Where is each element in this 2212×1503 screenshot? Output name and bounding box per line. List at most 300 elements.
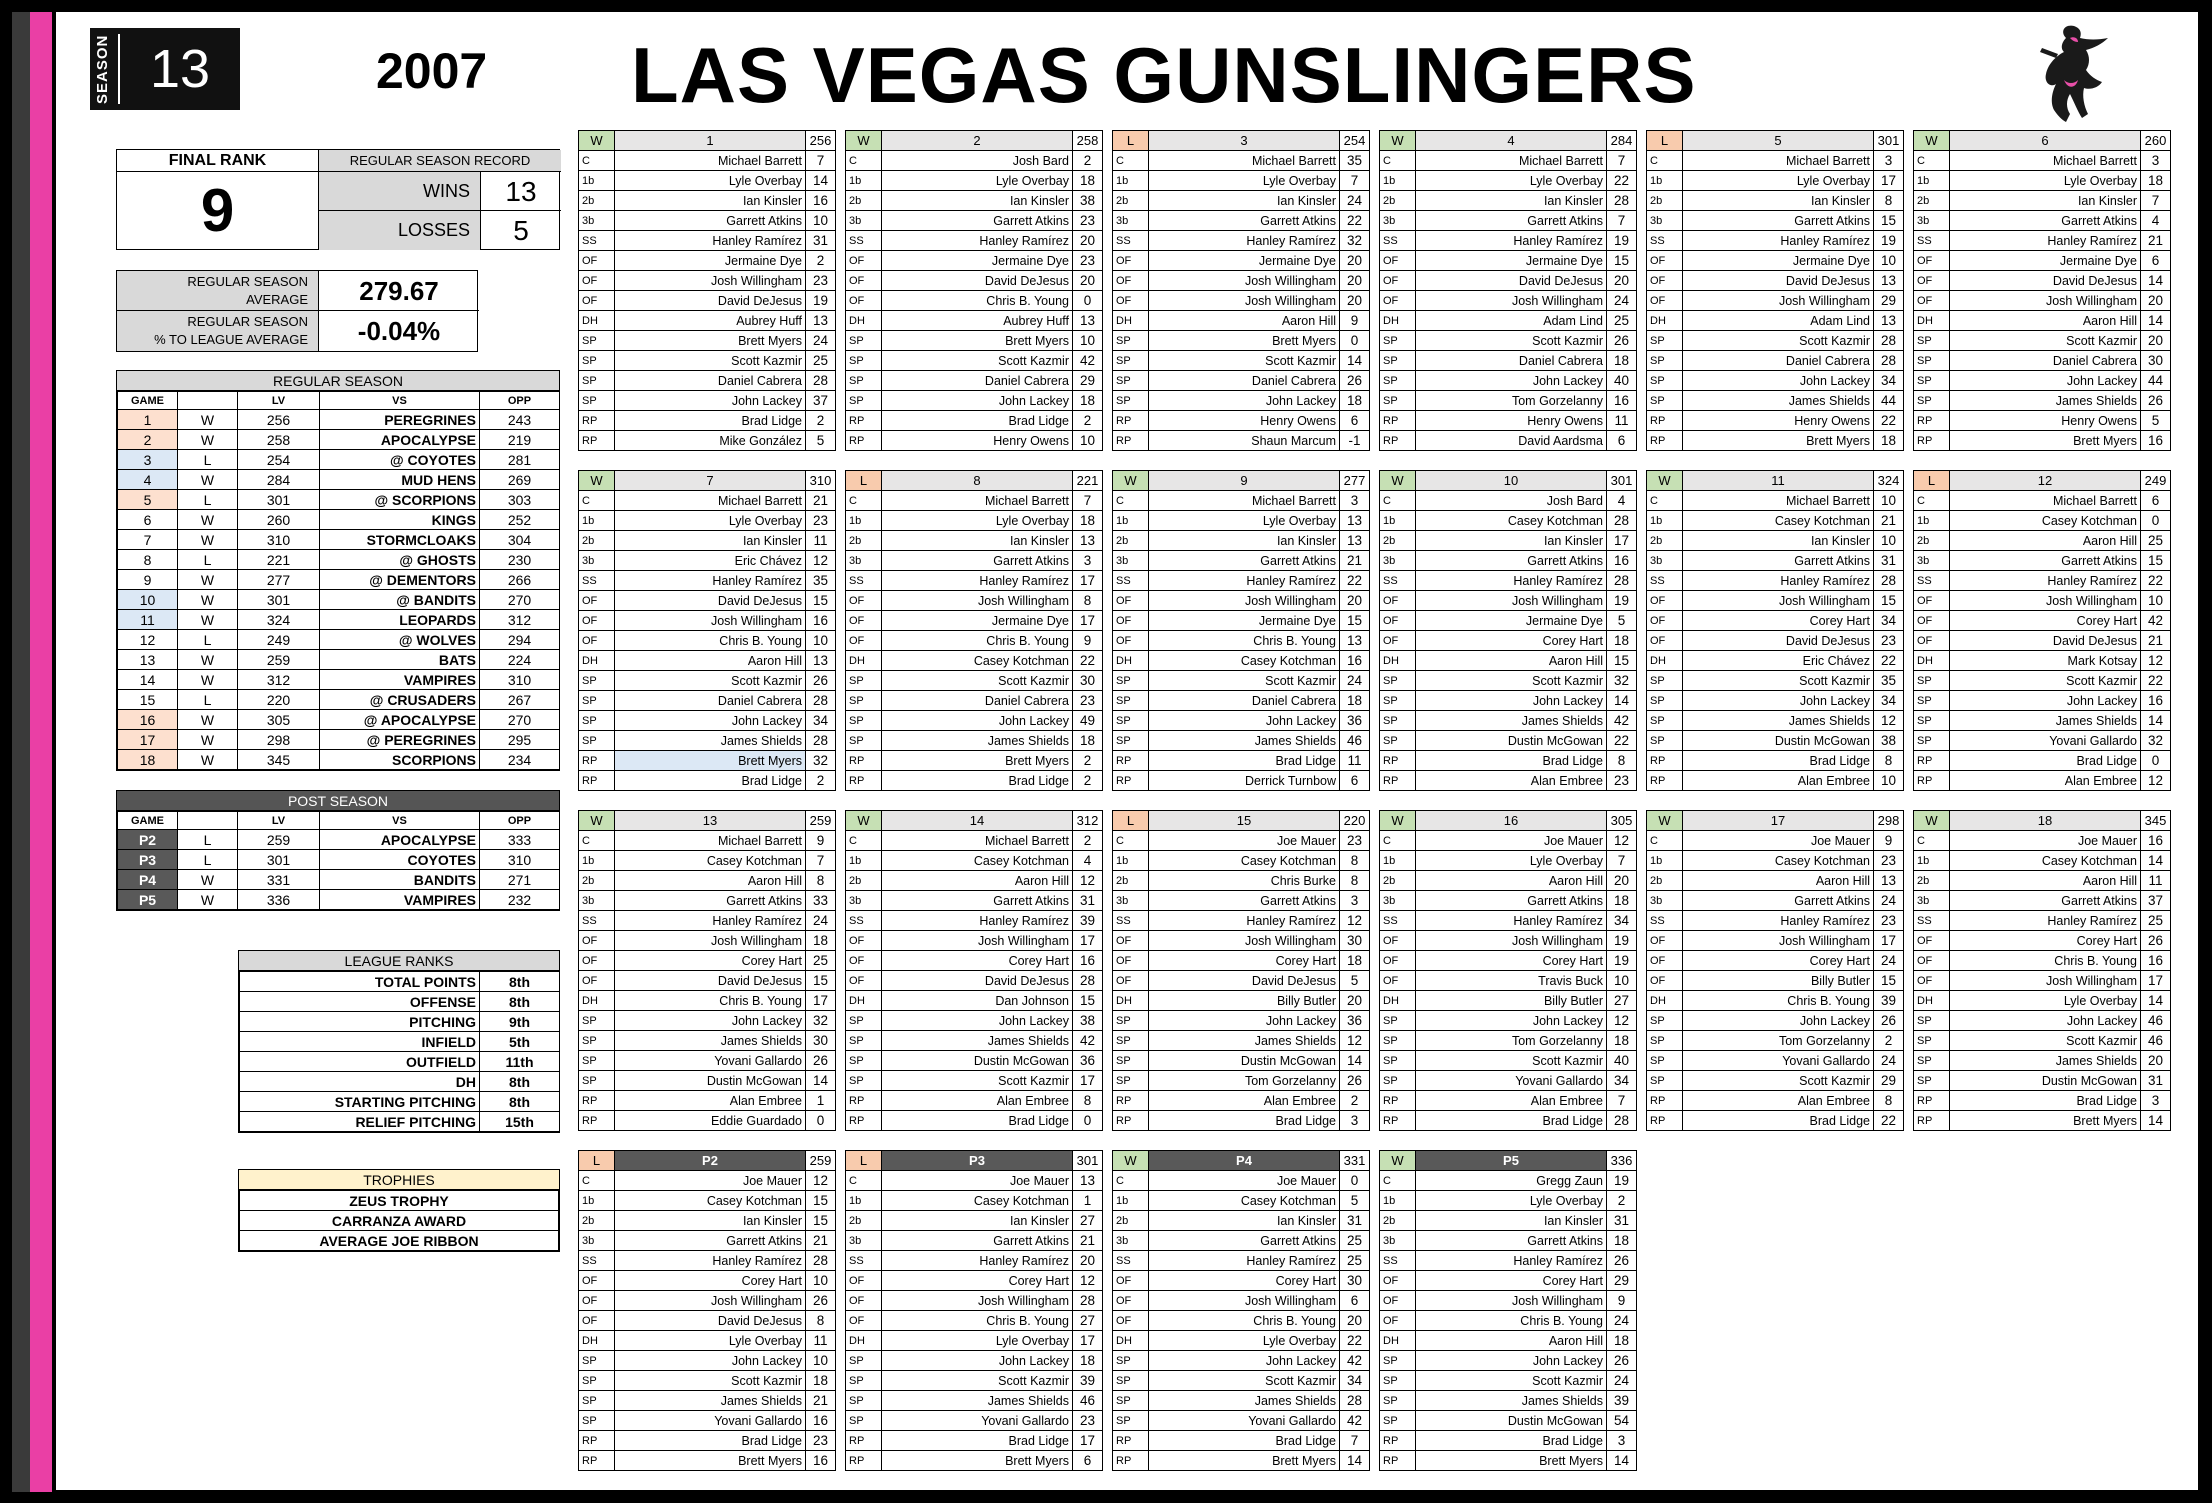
player-name: Josh Willingham	[1416, 1291, 1607, 1311]
game-total: 301	[1073, 1151, 1103, 1171]
player-row	[579, 1431, 836, 1451]
player-score: 13	[1874, 271, 1904, 291]
player-name: Hanley Ramírez	[1149, 911, 1340, 931]
player-name: David DeJesus	[1950, 631, 2141, 651]
player-score: 31	[1607, 1211, 1637, 1231]
position: SP	[1113, 731, 1149, 751]
player-row	[579, 1171, 836, 1191]
game-result: L	[178, 830, 238, 850]
player-row	[579, 191, 836, 211]
position: OF	[579, 251, 615, 271]
position: OF	[579, 591, 615, 611]
player-name: James Shields	[1950, 391, 2141, 411]
position: SP	[579, 1371, 615, 1391]
player-score: 15	[2141, 551, 2171, 571]
player-name: Josh Willingham	[1149, 591, 1340, 611]
position: C	[1113, 491, 1149, 511]
player-name: Lyle Overbay	[1950, 991, 2141, 1011]
player-name: Dustin McGowan	[615, 1071, 806, 1091]
position: C	[1113, 831, 1149, 851]
position: SP	[1113, 1351, 1149, 1371]
position: DH	[1914, 311, 1950, 331]
table-row	[118, 630, 560, 650]
player-row	[1380, 1031, 1637, 1051]
player-score: 18	[1607, 351, 1637, 371]
position: SP	[846, 351, 882, 371]
player-row	[579, 371, 836, 391]
game-result: W	[178, 590, 238, 610]
game-header	[1914, 811, 2171, 831]
opp-score: 270	[480, 710, 560, 730]
player-score: 9	[1073, 631, 1103, 651]
player-row	[579, 1211, 836, 1231]
player-score: 13	[1073, 311, 1103, 331]
position: SP	[846, 391, 882, 411]
player-row	[1113, 1071, 1370, 1091]
game-box	[1913, 810, 2171, 1131]
position: SP	[1380, 391, 1416, 411]
game-number: 14	[882, 811, 1073, 831]
player-score: 14	[2141, 271, 2171, 291]
header-cell: GAME	[118, 392, 178, 410]
player-name: John Lackey	[1149, 391, 1340, 411]
player-row	[579, 851, 836, 871]
player-score: 8	[1340, 851, 1370, 871]
game-total: 312	[1073, 811, 1103, 831]
lv-score: 305	[238, 710, 320, 730]
player-row	[846, 311, 1103, 331]
player-score: 10	[2141, 591, 2171, 611]
position: OF	[846, 931, 882, 951]
player-row	[579, 1031, 836, 1051]
game-total: 345	[2141, 811, 2171, 831]
pct-label-line2: % TO LEAGUE AVERAGE	[154, 332, 308, 347]
player-name: David Aardsma	[1416, 431, 1607, 451]
position: RP	[1380, 431, 1416, 451]
player-row	[846, 271, 1103, 291]
season-divider	[118, 34, 120, 104]
player-row	[1914, 971, 2171, 991]
game-box	[1913, 470, 2171, 791]
position: DH	[1380, 651, 1416, 671]
average-label	[117, 271, 319, 311]
game-table	[1913, 810, 2171, 1131]
player-score: 7	[1340, 1431, 1370, 1451]
player-name: David DeJesus	[1683, 631, 1874, 651]
player-row	[1380, 211, 1637, 231]
player-name: Jermaine Dye	[1683, 251, 1874, 271]
game-number: P2	[118, 830, 178, 850]
player-score: 26	[1607, 1351, 1637, 1371]
game-result-badge: W	[1113, 1151, 1149, 1171]
player-row	[1914, 871, 2171, 891]
position: 3b	[1113, 1231, 1149, 1251]
position: SP	[1380, 671, 1416, 691]
player-name: Brad Lidge	[1149, 751, 1340, 771]
player-name: Garrett Atkins	[882, 1231, 1073, 1251]
player-row	[1113, 491, 1370, 511]
player-score: 14	[806, 171, 836, 191]
position: SP	[579, 1011, 615, 1031]
game-number: 13	[118, 650, 178, 670]
player-name: David DeJesus	[1683, 271, 1874, 291]
player-row	[846, 611, 1103, 631]
player-name: Casey Kotchman	[882, 1191, 1073, 1211]
player-name: Tom Gorzelanny	[1683, 1031, 1874, 1051]
player-row	[1380, 1291, 1637, 1311]
player-row	[1113, 391, 1370, 411]
player-score: 16	[1073, 951, 1103, 971]
lv-score: 277	[238, 570, 320, 590]
position: SS	[579, 911, 615, 931]
position: OF	[1647, 251, 1683, 271]
player-row	[1380, 1051, 1637, 1071]
player-row	[1914, 411, 2171, 431]
table-row	[118, 710, 560, 730]
player-row	[1647, 291, 1904, 311]
player-score: 7	[1340, 171, 1370, 191]
post-season-panel	[116, 790, 560, 911]
rank-category: OFFENSE	[240, 992, 480, 1012]
player-row	[1914, 651, 2171, 671]
player-score: 46	[1340, 731, 1370, 751]
player-score: 0	[2141, 751, 2171, 771]
opp-score: 294	[480, 630, 560, 650]
player-row	[846, 571, 1103, 591]
lv-score: 259	[238, 650, 320, 670]
player-score: 34	[1340, 1371, 1370, 1391]
position: DH	[1647, 311, 1683, 331]
position: SP	[1380, 1071, 1416, 1091]
player-row	[846, 171, 1103, 191]
position: 1b	[1380, 851, 1416, 871]
player-row	[1380, 151, 1637, 171]
player-row	[1647, 431, 1904, 451]
player-row	[1113, 651, 1370, 671]
position: 2b	[579, 1211, 615, 1231]
position: SP	[1380, 1031, 1416, 1051]
game-number: 17	[118, 730, 178, 750]
player-name: John Lackey	[615, 711, 806, 731]
position: SP	[1113, 351, 1149, 371]
position: 3b	[579, 551, 615, 571]
player-row	[1647, 251, 1904, 271]
position: OF	[1113, 1291, 1149, 1311]
player-score: 30	[806, 1031, 836, 1051]
player-score: 29	[1607, 1271, 1637, 1291]
player-row	[1380, 871, 1637, 891]
game-number: P5	[118, 890, 178, 910]
player-score: 28	[806, 691, 836, 711]
player-score: 18	[1607, 631, 1637, 651]
trophies-table	[239, 1190, 559, 1251]
player-score: 20	[1607, 271, 1637, 291]
opp-score: 266	[480, 570, 560, 590]
opponent: @ SCORPIONS	[320, 490, 480, 510]
position: SP	[1647, 1011, 1683, 1031]
player-score: 32	[806, 751, 836, 771]
player-name: Lyle Overbay	[615, 171, 806, 191]
player-score: 28	[806, 1251, 836, 1271]
position: C	[1914, 151, 1950, 171]
player-row	[1647, 1011, 1904, 1031]
player-row	[846, 771, 1103, 791]
game-header	[579, 1151, 836, 1171]
position: DH	[579, 1331, 615, 1351]
position: DH	[1914, 651, 1950, 671]
player-name: Lyle Overbay	[882, 511, 1073, 531]
player-score: 24	[1607, 1311, 1637, 1331]
player-name: Garrett Atkins	[1683, 211, 1874, 231]
position: SP	[1647, 351, 1683, 371]
player-name: James Shields	[615, 1391, 806, 1411]
player-name: Scott Kazmir	[615, 1371, 806, 1391]
position: OF	[1914, 631, 1950, 651]
position: DH	[579, 991, 615, 1011]
header-cell: OPP	[480, 812, 560, 830]
player-row	[1113, 1451, 1370, 1471]
player-row	[1380, 391, 1637, 411]
trophy-name: ZEUS TROPHY	[240, 1191, 559, 1211]
player-score: 10	[806, 211, 836, 231]
player-row	[1113, 951, 1370, 971]
player-row	[1647, 1111, 1904, 1131]
player-score: 14	[2141, 991, 2171, 1011]
player-row	[846, 871, 1103, 891]
player-row	[1113, 711, 1370, 731]
game-number: 12	[1950, 471, 2141, 491]
player-row	[1380, 351, 1637, 371]
position: SP	[1113, 1411, 1149, 1431]
player-row	[579, 1391, 836, 1411]
game-result-badge: W	[1113, 471, 1149, 491]
position: SP	[1647, 691, 1683, 711]
position: SP	[579, 1031, 615, 1051]
player-score: 15	[1874, 211, 1904, 231]
position: SP	[1113, 1071, 1149, 1091]
game-box	[1112, 810, 1370, 1131]
player-name: Ian Kinsler	[1416, 1211, 1607, 1231]
player-name: Aubrey Huff	[882, 311, 1073, 331]
position: OF	[579, 271, 615, 291]
player-name: Joe Mauer	[1950, 831, 2141, 851]
player-row	[1113, 871, 1370, 891]
lv-score: 301	[238, 850, 320, 870]
position: 2b	[1380, 871, 1416, 891]
game-table	[578, 810, 836, 1131]
player-name: Ian Kinsler	[1416, 531, 1607, 551]
player-row	[579, 631, 836, 651]
table-row	[118, 890, 560, 910]
game-number: 18	[1950, 811, 2141, 831]
player-row	[1113, 1251, 1370, 1271]
game-result-badge: W	[579, 471, 615, 491]
position: SP	[1914, 671, 1950, 691]
game-header	[1380, 131, 1637, 151]
rank-category: RELIEF PITCHING	[240, 1112, 480, 1132]
position: SS	[1380, 1251, 1416, 1271]
game-table	[1379, 1150, 1637, 1471]
player-score: 39	[1073, 911, 1103, 931]
player-row	[846, 491, 1103, 511]
player-row	[579, 1071, 836, 1091]
player-name: Corey Hart	[1416, 951, 1607, 971]
position: 3b	[1647, 211, 1683, 231]
position: OF	[579, 1291, 615, 1311]
average-value: 279.67	[319, 271, 479, 311]
player-row	[579, 231, 836, 251]
game-number: P3	[882, 1151, 1073, 1171]
player-name: Derrick Turnbow	[1149, 771, 1340, 791]
game-table	[1112, 1150, 1370, 1471]
game-result: W	[178, 750, 238, 770]
player-row	[1113, 291, 1370, 311]
rank-row	[240, 972, 560, 992]
position: RP	[1380, 411, 1416, 431]
player-score: 24	[1874, 891, 1904, 911]
player-row	[846, 1171, 1103, 1191]
player-score: 21	[1340, 551, 1370, 571]
player-row	[1914, 511, 2171, 531]
player-score: 6	[1073, 1451, 1103, 1471]
position: SP	[579, 1391, 615, 1411]
player-name: Josh Willingham	[1950, 591, 2141, 611]
player-name: Aaron Hill	[1683, 871, 1874, 891]
position: OF	[846, 951, 882, 971]
game-number: 6	[1950, 131, 2141, 151]
player-row	[1113, 331, 1370, 351]
position: RP	[1380, 1111, 1416, 1131]
player-score: 18	[1340, 691, 1370, 711]
position: 3b	[1113, 551, 1149, 571]
player-score: 15	[1607, 651, 1637, 671]
position: SS	[1914, 911, 1950, 931]
position: 1b	[1380, 511, 1416, 531]
player-name: David DeJesus	[615, 971, 806, 991]
player-name: Tom Gorzelanny	[1416, 1031, 1607, 1051]
player-score: 28	[1607, 191, 1637, 211]
position: RP	[1380, 1431, 1416, 1451]
player-score: 42	[2141, 611, 2171, 631]
player-name: Scott Kazmir	[882, 1371, 1073, 1391]
game-result: W	[178, 570, 238, 590]
player-row	[1113, 251, 1370, 271]
position: RP	[1380, 751, 1416, 771]
player-name: Corey Hart	[1149, 1271, 1340, 1291]
player-score: 14	[1607, 691, 1637, 711]
position: SP	[579, 331, 615, 351]
player-row	[1113, 691, 1370, 711]
player-name: Michael Barrett	[1149, 491, 1340, 511]
game-total: 310	[806, 471, 836, 491]
player-name: John Lackey	[882, 1011, 1073, 1031]
player-name: Eddie Guardado	[615, 1111, 806, 1131]
position: 1b	[579, 171, 615, 191]
game-header	[1113, 811, 1370, 831]
player-row	[1380, 771, 1637, 791]
position: RP	[1380, 771, 1416, 791]
position: SP	[846, 1391, 882, 1411]
position: 3b	[1914, 551, 1950, 571]
player-name: Hanley Ramírez	[615, 1251, 806, 1271]
player-row	[1113, 311, 1370, 331]
position: SP	[846, 711, 882, 731]
player-row	[1113, 171, 1370, 191]
player-name: John Lackey	[1149, 1011, 1340, 1031]
lv-score: 301	[238, 590, 320, 610]
player-name: Garrett Atkins	[1683, 891, 1874, 911]
position: 1b	[1914, 851, 1950, 871]
player-score: 13	[1073, 531, 1103, 551]
player-score: 20	[1340, 1311, 1370, 1331]
player-name: Scott Kazmir	[1416, 671, 1607, 691]
player-score: 8	[1073, 591, 1103, 611]
player-name: John Lackey	[882, 711, 1073, 731]
player-name: Michael Barrett	[615, 491, 806, 511]
game-result: W	[178, 670, 238, 690]
player-row	[1380, 1411, 1637, 1431]
position: 1b	[579, 851, 615, 871]
game-box	[1379, 810, 1637, 1131]
game-total: 301	[1874, 131, 1904, 151]
player-score: 3	[2141, 151, 2171, 171]
player-score: 4	[2141, 211, 2171, 231]
player-score: 23	[806, 511, 836, 531]
player-name: Hanley Ramírez	[1149, 1251, 1340, 1271]
player-row	[579, 1231, 836, 1251]
game-header	[1914, 471, 2171, 491]
player-score: 18	[1073, 171, 1103, 191]
player-row	[1914, 331, 2171, 351]
rank-category: INFIELD	[240, 1032, 480, 1052]
position: SP	[1647, 371, 1683, 391]
game-table	[1913, 130, 2171, 451]
player-name: Michael Barrett	[1149, 151, 1340, 171]
opponent: @ DEMENTORS	[320, 570, 480, 590]
player-row	[1380, 431, 1637, 451]
player-name: Corey Hart	[882, 1271, 1073, 1291]
player-row	[1380, 1071, 1637, 1091]
player-name: Scott Kazmir	[882, 1071, 1073, 1091]
player-row	[1380, 1091, 1637, 1111]
player-name: Josh Willingham	[1149, 291, 1340, 311]
game-header	[846, 471, 1103, 491]
lv-score: 345	[238, 750, 320, 770]
wins-label: WINS	[319, 172, 481, 211]
player-row	[1113, 611, 1370, 631]
position: OF	[1113, 611, 1149, 631]
game-result-badge: L	[1113, 131, 1149, 151]
player-row	[1914, 771, 2171, 791]
player-row	[846, 1331, 1103, 1351]
position: SP	[579, 1071, 615, 1091]
player-row	[846, 371, 1103, 391]
game-header	[1113, 131, 1370, 151]
player-score: 31	[1340, 1211, 1370, 1231]
trophy-name: AVERAGE JOE RIBBON	[240, 1231, 559, 1251]
game-header	[1914, 131, 2171, 151]
rank-category: TOTAL POINTS	[240, 972, 480, 992]
player-row	[846, 151, 1103, 171]
player-row	[1647, 371, 1904, 391]
player-name: John Lackey	[1683, 1011, 1874, 1031]
player-row	[1914, 171, 2171, 191]
opp-score: 304	[480, 530, 560, 550]
player-name: Billy Butler	[1149, 991, 1340, 1011]
player-name: Daniel Cabrera	[1149, 691, 1340, 711]
player-name: Chris B. Young	[1149, 1311, 1340, 1331]
player-name: James Shields	[1149, 1031, 1340, 1051]
